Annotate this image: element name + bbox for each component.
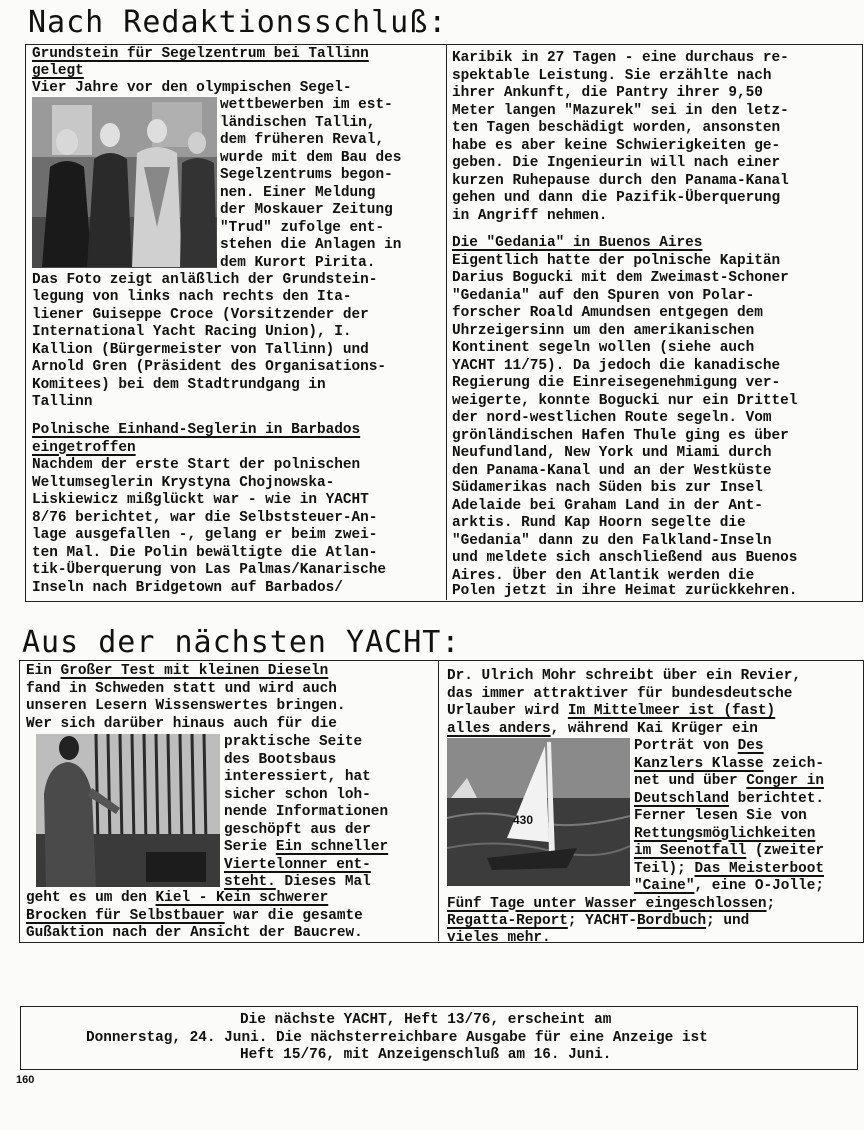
caption-line6: Arnold Gren (Präsident des Organisations-	[32, 359, 387, 375]
section2-divider	[438, 660, 439, 941]
article3-line20: Polen jetzt in ihre Heimat zurückkehren.	[452, 583, 798, 599]
caption-line3: liener Guiseppe Croce (Vorsitzender der	[32, 306, 369, 323]
section1-heading: Nach Redaktionsschluß:	[28, 5, 448, 40]
notice-line1: Die nächste YACHT, Heft 13/76, erscheint am	[240, 1012, 612, 1028]
preview-left-line3: unseren Lesern Wissenswertes bringen.	[26, 698, 346, 714]
article3-line18: und meldete sich anschließend aus Buenos	[452, 550, 798, 566]
article3-line15: Adelaide bei Graham Land in der Ant-	[452, 497, 763, 514]
article3-line11: grönländischen Hafen Thule ging es über	[452, 427, 789, 444]
article2-cont-line3: ihrer Ankunft, die Pantry ihrer 9,50	[452, 85, 763, 101]
preview-left-line7: interessiert, hat	[224, 769, 371, 785]
caption-line2: legung von links nach rechts den Ita-	[32, 289, 352, 305]
article3-line3: "Gedania" auf den Spuren von Polar-	[452, 287, 755, 304]
preview-right-line10: Rettungsmöglichkeiten	[634, 825, 816, 842]
page-number: 160	[16, 1074, 35, 1086]
article3-line14: Südamerikas nach Süden bis zur Insel	[452, 480, 763, 496]
article1-line1: Vier Jahre vor den olympischen Segel-	[32, 80, 352, 96]
preview-right-line12: Teil); Das Meisterboot	[634, 860, 824, 877]
article3-line2: Darius Bogucki mit dem Zweimast-Schoner	[452, 270, 789, 286]
article2-cont-line9: gehen und dann die Pazifik-Überquerung	[452, 190, 781, 206]
caption-line8: Tallinn	[32, 394, 93, 410]
preview-right-line11: im Seenotfall (zweiter	[634, 843, 824, 859]
article3-line6: Kontinent segeln wollen (siehe auch	[452, 340, 755, 356]
article3-line17: "Gedania" dann zu den Falkland-Inseln	[452, 532, 772, 549]
article2-cont-line8: kurzen Ruhepause durch den Panama-Kanal	[452, 172, 789, 189]
article1-line6: Segelzentrums begon-	[220, 167, 393, 183]
article2-line6: ten Mal. Die Polin bewältigte die Atlan-	[32, 544, 378, 561]
preview-left-line8: sicher schon loh-	[224, 786, 371, 803]
caption-line7: Komitees) bei dem Stadtrundgang in	[32, 376, 326, 393]
article2-cont-line6: habe es aber keine Schwierigkeiten ge-	[452, 137, 781, 154]
preview-left-line9: nende Informationen	[224, 804, 389, 820]
article3-line9: weigerte, konnte Bogucki nur ein Drittel	[452, 392, 798, 409]
article3-line4: forscher Roald Amundsen entgegen dem	[452, 305, 763, 321]
article2-line3: Liskiewicz mißglückt war - wie in YACHT	[32, 492, 369, 508]
article3-line8: Regierung die Einreisegenehmigung ver-	[452, 375, 781, 391]
preview-left-line4: Wer sich darüber hinaus auch für die	[26, 715, 337, 732]
article1-line2: wettbewerben im est-	[220, 97, 393, 113]
article1-line5: wurde mit dem Bau des	[220, 149, 402, 166]
preview-right-line13: "Caine", eine O-Jolle;	[634, 878, 824, 894]
article1-line11: dem Kurort Pirita.	[220, 254, 376, 271]
preview-right-line15: Regatta-Report; YACHT-Bordbuch; und	[447, 913, 750, 929]
preview-left-line2: fand in Schweden statt und wird auch	[26, 680, 337, 697]
sail-number: 430	[513, 813, 534, 827]
preview-left-line11: Serie Ein schneller	[224, 839, 389, 855]
article2-cont-line2: spektable Leistung. Sie erzählte nach	[452, 67, 772, 84]
article3-line16: arktis. Rund Kap Hoorn segelte die	[452, 515, 746, 531]
preview-right-line8: Deutschland berichtet.	[634, 790, 824, 807]
article2-title-line1: Polnische Einhand-Seglerin in Barbados	[32, 422, 361, 438]
caption-line4: International Yacht Racing Union), I.	[32, 324, 352, 340]
article3-line10: der nord-westlichen Route segeln. Vom	[452, 410, 772, 426]
preview-right-line6: Kanzlers Klasse zeich-	[634, 755, 824, 772]
article3-line12: Neufundland, New York und Miami durch	[452, 445, 772, 461]
notice-line2: Donnerstag, 24. Juni. Die nächsterreichbare Ausgabe für eine Anzeige ist	[86, 1030, 708, 1046]
article3-line13: den Panama-Kanal und an der Westküste	[452, 462, 772, 479]
article2-line7: tik-Überquerung von Las Palmas/Kanarische	[32, 562, 387, 578]
article3-title: Die "Gedania" in Buenos Aires	[452, 235, 703, 251]
article2-cont-line4: Meter langen "Mazurek" sei in den letz-	[452, 102, 789, 119]
preview-right-line14: Fünf Tage unter Wasser eingeschlossen;	[447, 895, 776, 912]
preview-left-line1: Ein Großer Test mit kleinen Dieseln	[26, 663, 329, 679]
preview-left-line6: des Bootsbaus	[224, 751, 337, 768]
preview-right-line1: Dr. Ulrich Mohr schreibt über ein Revier,	[447, 668, 802, 684]
article1-line7: nen. Einer Meldung	[220, 184, 376, 201]
article1-line4: dem früheren Reval,	[220, 132, 385, 148]
article1-line9: "Trud" zufolge ent-	[220, 219, 385, 236]
article3-line19: Aires. Über den Atlantik werden die	[452, 567, 755, 584]
article2-cont-line10: in Angriff nehmen.	[452, 207, 608, 224]
article1-title-line1: Grundstein für Segelzentrum bei Tallinn	[32, 46, 369, 62]
article2-title-line2: eingetroffen	[32, 439, 136, 456]
section1-divider	[446, 44, 447, 600]
preview-left-line16: Gußaktion nach der Ansicht der Baucrew.	[26, 925, 363, 941]
preview-left-line14: geht es um den Kiel - Kein schwerer	[26, 890, 329, 906]
section2-heading: Aus der nächsten YACHT:	[22, 625, 461, 660]
preview-right-line16: vieles mehr.	[447, 930, 551, 946]
preview-left-line15: Brocken für Selbstbauer war die gesamte	[26, 907, 363, 924]
preview-right-line2: das immer attraktiver für bundesdeutsche	[447, 685, 793, 702]
article1-line8: der Moskauer Zeitung	[220, 202, 393, 218]
preview-left-line5: praktische Seite	[224, 734, 363, 750]
boatbuilding-photo	[36, 734, 220, 887]
caption-line1: Das Foto zeigt anläßlich der Grundstein-	[32, 271, 378, 288]
article2-line1: Nachdem der erste Start der polnischen	[32, 457, 361, 473]
preview-left-line13: steht. Dieses Mal	[224, 874, 371, 890]
article1-line3: ländischen Tallin,	[220, 114, 376, 131]
article3-line5: Uhrzeigersinn um den amerikanischen	[452, 322, 755, 339]
article3-line7: YACHT 11/75). Da jedoch die kanadische	[452, 357, 781, 374]
preview-right-line3: Urlauber wird Im Mittelmeer ist (fast)	[447, 703, 776, 719]
article2-cont-line5: ten Tagen beschädigt worden, ansonsten	[452, 120, 781, 136]
article2-line2: Weltumseglerin Krystyna Chojnowska-	[32, 474, 335, 491]
preview-right-line4: alles anders, während Kai Krüger ein	[447, 720, 758, 737]
notice-line3: Heft 15/76, mit Anzeigenschluß am 16. Juni.	[240, 1047, 612, 1063]
preview-right-line9: Ferner lesen Sie von	[634, 808, 807, 824]
article3-line1: Eigentlich hatte der polnische Kapitän	[452, 252, 781, 269]
preview-left-line12: Viertelonner ent-	[224, 856, 371, 873]
ceremony-photo	[32, 97, 217, 268]
article1-title-line2: gelegt	[32, 63, 84, 79]
preview-right-line5: Porträt von Des	[634, 738, 764, 754]
article2-cont-line7: geben. Die Ingenieurin will nach einer	[452, 155, 781, 171]
sailing-photo	[447, 738, 630, 886]
caption-line5: Kallion (Bürgermeister von Tallinn) und	[32, 341, 369, 358]
article2-cont-line1: Karibik in 27 Tagen - eine durchaus re-	[452, 50, 789, 66]
article2-line8: Inseln nach Bridgetown auf Barbados/	[32, 579, 343, 596]
article2-line4: 8/76 berichtet, war die Selbststeuer-An-	[32, 509, 378, 526]
preview-right-line7: net und über Conger in	[634, 773, 824, 789]
article2-line5: lage ausgefallen -, gelang er beim zwei-	[32, 527, 378, 543]
preview-left-line10: geschöpft aus der	[224, 821, 371, 838]
article1-line10: stehen die Anlagen in	[220, 237, 402, 253]
